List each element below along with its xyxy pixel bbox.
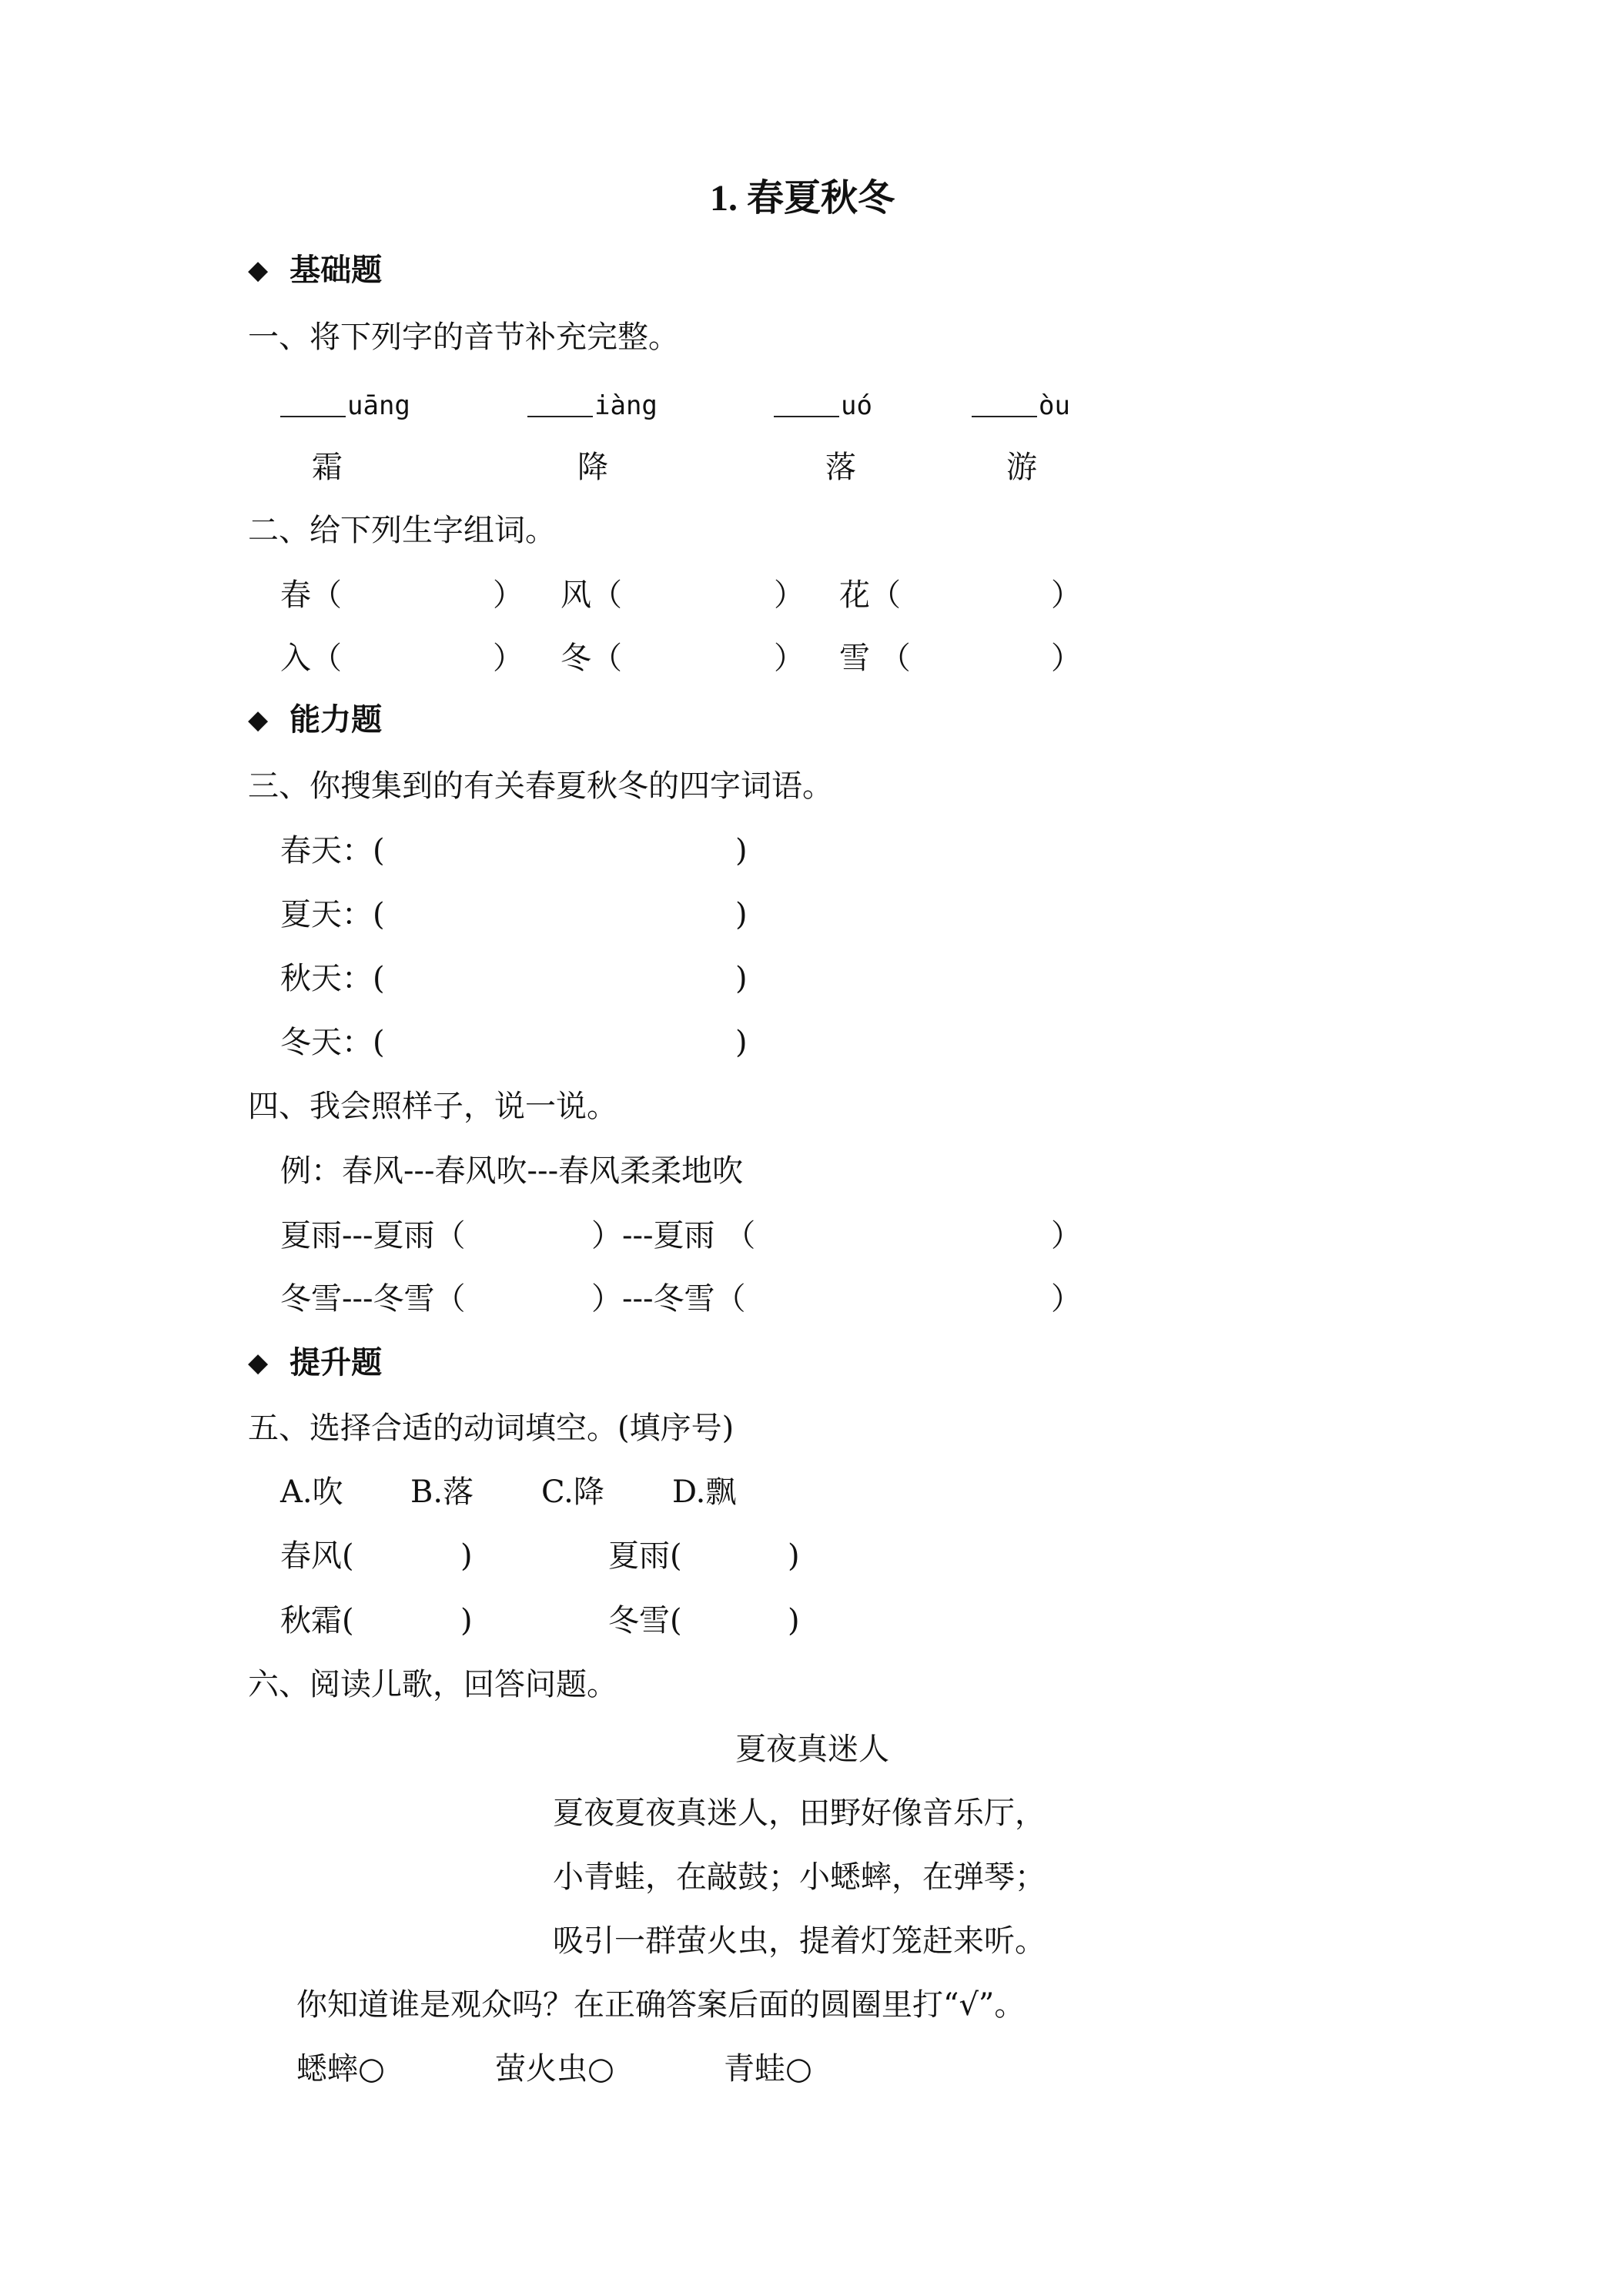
- q5-r1-close-2: ): [788, 1538, 800, 1574]
- q1-char-3: 落: [825, 450, 856, 485]
- diamond-icon: ◆: [248, 1347, 269, 1378]
- q3-prompt: 三、你搜集到的有关春夏秋冬的四字词语。: [248, 768, 833, 804]
- q5-r1-close-1: ): [460, 1538, 473, 1574]
- q2-r1-open-2: 风（: [561, 577, 622, 613]
- q4-r2-part-1: 冬雪---冬雪（: [280, 1281, 466, 1317]
- blank-line[interactable]: [774, 387, 839, 417]
- answer-option[interactable]: 青蛙○: [724, 2051, 812, 2087]
- answer-option[interactable]: 蟋蟀○: [296, 2051, 385, 2087]
- q4-r2-part-2: ）---冬雪（: [591, 1281, 746, 1317]
- q1-char-2: 降: [577, 450, 608, 485]
- q5-option-d: D.飘: [672, 1474, 737, 1510]
- q4-r2-part-3: ）: [1051, 1281, 1082, 1317]
- q3-item-label: 春天：(: [280, 833, 385, 869]
- blank-line[interactable]: [972, 387, 1037, 417]
- q2-r2-close-3: ）: [1051, 641, 1082, 676]
- section-basic-label: 基础题: [289, 252, 383, 288]
- q2-r1-close-3: ）: [1051, 577, 1082, 613]
- poem-line: 夏夜夏夜真迷人，田野好像音乐厅，: [553, 1796, 1046, 1831]
- q5-r1-open-1: 春风(: [280, 1538, 354, 1574]
- q5-r1-open-2: 夏雨(: [608, 1538, 682, 1574]
- section-ability: [248, 701, 382, 739]
- q6-question: 你知道谁是观众吗？在正确答案后面的圆圈里打“√”。: [296, 1987, 1026, 2023]
- poem-line: 小青蛙，在敲鼓；小蟋蟀，在弹琴；: [553, 1859, 1046, 1895]
- section-ability-label: 能力题: [289, 701, 383, 738]
- q2-prompt: 二、给下列生字组词。: [248, 513, 556, 548]
- q4-r1-part-2: ）---夏雨 （: [591, 1218, 756, 1253]
- poem-title: 夏夜真迷人: [735, 1732, 889, 1767]
- q5-r2-open-1: 秋霜(: [280, 1603, 354, 1638]
- q5-r2-open-2: 冬雪(: [608, 1603, 682, 1638]
- q3-item-close: ): [735, 833, 748, 869]
- blank-line[interactable]: [527, 387, 593, 417]
- q4-r1-part-3: ）: [1051, 1218, 1082, 1253]
- q2-r2-open-2: 冬（: [561, 641, 622, 676]
- section-advanced: [248, 1344, 382, 1382]
- q2-r2-close-2: ）: [774, 641, 805, 676]
- poem-line: 吸引一群萤火虫，提着灯笼赶来听。: [553, 1923, 1046, 1959]
- q4-example: 例：春风---春风吹---春风柔柔地吹: [280, 1153, 744, 1189]
- q3-item-label: 夏天：(: [280, 897, 385, 932]
- answer-option[interactable]: 萤火虫○: [495, 2051, 614, 2087]
- diamond-icon: ◆: [248, 705, 269, 735]
- q3-item-label: 冬天：(: [280, 1025, 385, 1060]
- q1-prompt: 一、将下列字的音节补充完整。: [248, 320, 679, 355]
- q3-item-close: ): [735, 1025, 748, 1060]
- q4-prompt: 四、我会照样子，说一说。: [248, 1089, 617, 1124]
- section-advanced-label: 提升题: [289, 1344, 383, 1381]
- q5-option-c: C.降: [541, 1474, 604, 1510]
- q2-r1-open-3: 花（: [839, 577, 901, 613]
- q5-r2-close-1: ): [460, 1603, 473, 1638]
- q1-syllable-3: uó: [774, 385, 872, 425]
- q1-syllable-4: òu: [972, 385, 1070, 425]
- section-basic: [248, 251, 382, 290]
- q4-r1-part-1: 夏雨---夏雨（: [280, 1218, 466, 1253]
- q5-prompt: 五、选择合适的动词填空。(填序号): [248, 1411, 735, 1446]
- diamond-icon: ◆: [248, 255, 269, 286]
- q2-r2-open-3: 雪 （: [839, 641, 911, 676]
- q2-r1-close-2: ）: [774, 577, 805, 613]
- q6-prompt: 六、阅读儿歌，回答问题。: [248, 1667, 617, 1702]
- q5-option-b: B.落: [410, 1474, 474, 1510]
- q3-item-close: ): [735, 961, 748, 996]
- q5-option-a: A.吹: [280, 1474, 343, 1510]
- q3-item-label: 秋天：(: [280, 961, 385, 996]
- q1-syllable-1: uāng: [280, 385, 410, 425]
- q2-r1-close-1: ）: [493, 577, 524, 613]
- q1-syllable-2: iàng: [527, 385, 658, 425]
- q3-item-close: ): [735, 897, 748, 932]
- q2-r2-open-1: 入（: [280, 641, 342, 676]
- page-title: 1. 春夏秋冬: [710, 178, 895, 219]
- q5-r2-close-2: ): [788, 1603, 800, 1638]
- q1-char-4: 游: [1006, 450, 1037, 485]
- blank-line[interactable]: [280, 387, 346, 417]
- q1-char-1: 霜: [312, 450, 343, 485]
- q2-r1-open-1: 春（: [280, 577, 342, 613]
- q2-r2-close-1: ）: [493, 641, 524, 676]
